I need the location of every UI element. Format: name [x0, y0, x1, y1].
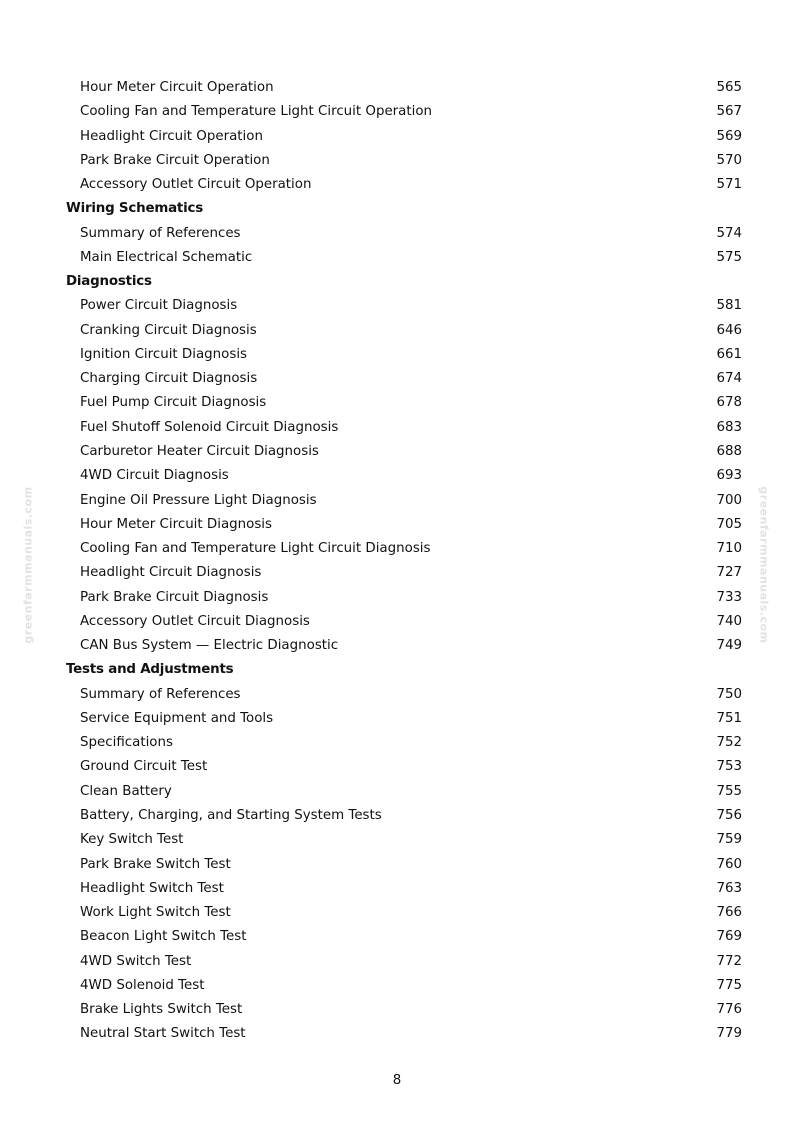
toc-entry-page: 569 [716, 128, 742, 144]
toc-entry-title: CAN Bus System — Electric Diagnostic [80, 638, 339, 654]
toc-entry[interactable] [0, 294, 794, 318]
toc-entry-page: 705 [716, 516, 742, 532]
toc-entry-title: Charging Circuit Diagnosis [80, 371, 258, 387]
watermark-left: greenfarmmanuals.com [21, 486, 35, 644]
toc-entry-page: 759 [716, 832, 742, 848]
toc-section-heading [0, 658, 794, 682]
toc-entry-page: 674 [716, 371, 742, 387]
toc-entry[interactable] [0, 634, 794, 658]
toc-entry-page: 769 [716, 929, 742, 945]
toc-entry-page: 775 [716, 977, 742, 993]
toc-section-heading [0, 270, 794, 294]
toc-entry-page: 574 [716, 225, 742, 241]
toc-entry[interactable] [0, 828, 794, 852]
toc-entry-page: 752 [716, 735, 742, 751]
toc-entry-page: 688 [716, 443, 742, 459]
toc-entry-title: Accessory Outlet Circuit Diagnosis [80, 613, 310, 629]
watermark-right: greenfarmmanuals.com [757, 486, 771, 644]
toc-entry-title: Engine Oil Pressure Light Diagnosis [80, 492, 317, 508]
toc-entry-page: 766 [716, 905, 742, 921]
toc-entry-page: 776 [716, 1002, 742, 1018]
toc-entry-page: 753 [716, 759, 742, 775]
toc-entry[interactable] [0, 222, 794, 246]
toc-entry[interactable] [0, 440, 794, 464]
toc-entry[interactable] [0, 561, 794, 585]
toc-entry-title: Fuel Pump Circuit Diagnosis [80, 395, 267, 411]
toc-entry[interactable] [0, 610, 794, 634]
toc-entry-title: Headlight Switch Test [80, 880, 224, 896]
toc-entry-title: Main Electrical Schematic [80, 249, 253, 265]
toc-entry-page: 693 [716, 468, 742, 484]
toc-entry-title: 4WD Solenoid Test [80, 977, 205, 993]
toc-entry-title: Clean Battery [80, 783, 172, 799]
toc-entry[interactable] [0, 707, 794, 731]
toc-entry-title: Ground Circuit Test [80, 759, 208, 775]
toc-entry[interactable] [0, 755, 794, 779]
toc-entry-title: Power Circuit Diagnosis [80, 298, 238, 314]
toc-section-title: Wiring Schematics [66, 201, 204, 217]
toc-entry-page: 581 [716, 298, 742, 314]
toc-entry[interactable] [0, 804, 794, 828]
toc-entry-page: 683 [716, 419, 742, 435]
toc-entry-title: Battery, Charging, and Starting System Tests [80, 807, 382, 823]
toc-entry-title: Neutral Start Switch Test [80, 1026, 246, 1042]
toc-entry-title: Hour Meter Circuit Diagnosis [80, 516, 272, 532]
toc-entry[interactable] [0, 391, 794, 415]
toc-entry-title: Fuel Shutoff Solenoid Circuit Diagnosis [80, 419, 339, 435]
toc-entry[interactable] [0, 950, 794, 974]
toc-entry-page: 749 [716, 638, 742, 654]
toc-entry-title: Hour Meter Circuit Operation [80, 80, 274, 95]
toc-entry[interactable] [0, 464, 794, 488]
toc-entry-page: 661 [716, 346, 742, 362]
toc-entry-title: Cooling Fan and Temperature Light Circuit Diagnosis [80, 541, 431, 557]
toc-entry[interactable] [0, 877, 794, 901]
toc-entry-page: 646 [716, 322, 742, 338]
toc-entry-title: Work Light Switch Test [80, 905, 231, 921]
toc-entry[interactable] [0, 76, 794, 100]
toc-entry[interactable] [0, 998, 794, 1022]
toc-entry[interactable] [0, 513, 794, 537]
toc-entry-page: 565 [716, 80, 742, 95]
toc-entry-title: Headlight Circuit Operation [80, 128, 263, 144]
toc-entry-page: 733 [716, 589, 742, 605]
toc-entry[interactable] [0, 489, 794, 513]
toc-entry[interactable] [0, 343, 794, 367]
toc-entry-page: 727 [716, 565, 742, 581]
toc-section-title: Diagnostics [66, 274, 152, 290]
toc-entry-title: Park Brake Circuit Operation [80, 152, 270, 168]
toc-entry-title: Key Switch Test [80, 832, 184, 848]
toc-entry[interactable] [0, 319, 794, 343]
toc-entry-title: Park Brake Circuit Diagnosis [80, 589, 269, 605]
toc-entry[interactable] [0, 683, 794, 707]
toc-entry[interactable] [0, 901, 794, 925]
toc-entry[interactable] [0, 1022, 794, 1046]
toc-entry-page: 763 [716, 880, 742, 896]
toc-entry-title: Cooling Fan and Temperature Light Circuit Operation [80, 104, 433, 120]
toc-entry[interactable] [0, 149, 794, 173]
toc-entry-title: Beacon Light Switch Test [80, 929, 247, 945]
toc-entry-title: Specifications [80, 735, 173, 751]
toc-entry-title: Service Equipment and Tools [80, 710, 274, 726]
toc-entry[interactable] [0, 974, 794, 998]
toc-entry[interactable] [0, 586, 794, 610]
toc-entry[interactable] [0, 125, 794, 149]
toc-entry-title: Summary of References [80, 225, 241, 241]
toc-entry-page: 756 [716, 807, 742, 823]
toc-entry-title: Summary of References [80, 686, 241, 702]
toc-entry-page: 567 [716, 104, 742, 120]
toc-entry[interactable] [0, 925, 794, 949]
toc-entry-title: Brake Lights Switch Test [80, 1002, 243, 1018]
toc-entry-title: Park Brake Switch Test [80, 856, 231, 872]
toc-entry-page: 750 [716, 686, 742, 702]
toc-entry[interactable] [0, 537, 794, 561]
toc-entry-title: Headlight Circuit Diagnosis [80, 565, 262, 581]
toc-entry-page: 772 [716, 953, 742, 969]
toc-entry-page: 755 [716, 783, 742, 799]
table-of-contents [0, 76, 794, 1047]
toc-section-heading [0, 197, 794, 221]
toc-entry-page: 779 [716, 1026, 742, 1042]
toc-entry-page: 678 [716, 395, 742, 411]
toc-entry[interactable] [0, 100, 794, 124]
toc-entry-title: 4WD Switch Test [80, 953, 192, 969]
toc-entry-title: 4WD Circuit Diagnosis [80, 468, 229, 484]
toc-entry-title: Carburetor Heater Circuit Diagnosis [80, 443, 319, 459]
toc-entry-page: 700 [716, 492, 742, 508]
toc-entry[interactable] [0, 367, 794, 391]
toc-entry[interactable] [0, 853, 794, 877]
toc-entry[interactable] [0, 780, 794, 804]
toc-entry[interactable] [0, 173, 794, 197]
toc-entry-page: 760 [716, 856, 742, 872]
toc-entry-page: 571 [716, 177, 742, 193]
toc-section-title: Tests and Adjustments [66, 662, 234, 678]
toc-entry-page: 575 [716, 249, 742, 265]
toc-entry-title: Accessory Outlet Circuit Operation [80, 177, 312, 193]
toc-entry-page: 740 [716, 613, 742, 629]
toc-entry[interactable] [0, 246, 794, 270]
toc-entry-page: 570 [716, 152, 742, 168]
toc-entry-title: Cranking Circuit Diagnosis [80, 322, 257, 338]
toc-entry-page: 751 [716, 710, 742, 726]
toc-entry-page: 710 [716, 541, 742, 557]
toc-entry[interactable] [0, 731, 794, 755]
page-number: 8 [392, 1073, 402, 1088]
toc-entry[interactable] [0, 416, 794, 440]
toc-entry-title: Ignition Circuit Diagnosis [80, 346, 248, 362]
